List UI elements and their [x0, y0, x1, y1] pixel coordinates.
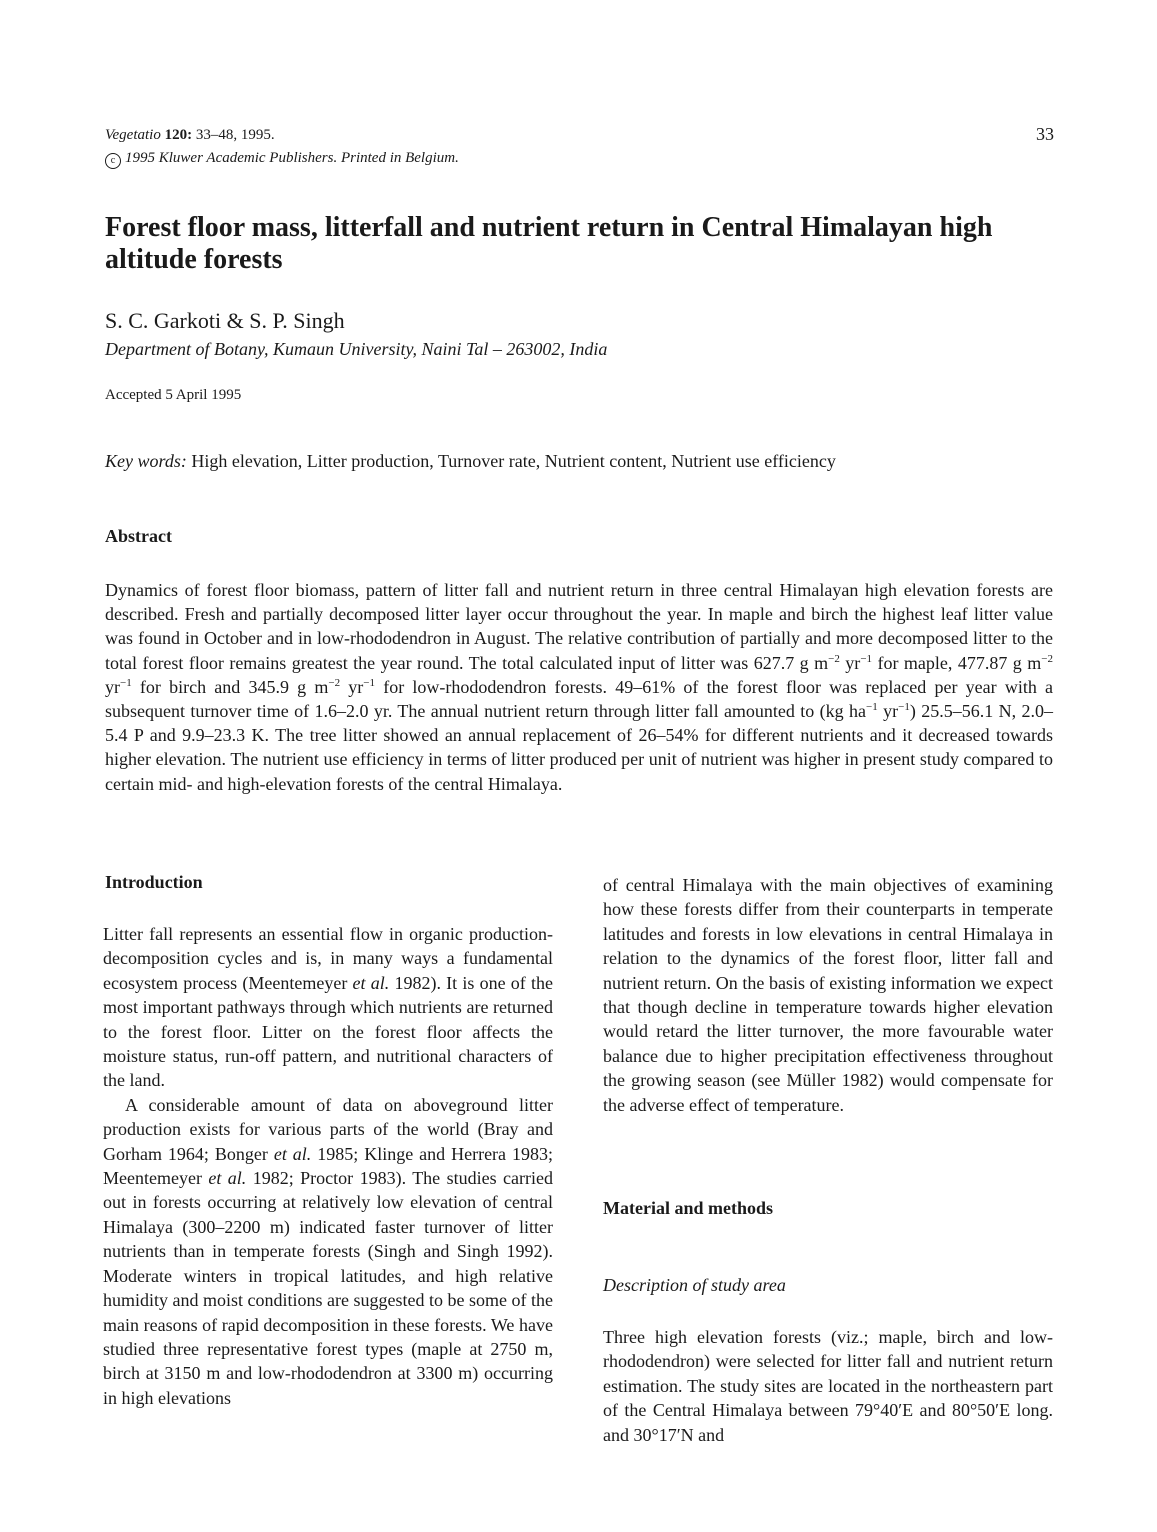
- introduction-left-column: [103, 922, 553, 1410]
- study-area-subheading: Description of study area: [603, 1275, 786, 1295]
- page-number: 33: [1036, 124, 1054, 144]
- intro-paragraph-2: A considerable amount of data on aboveground litter production exists for various parts of the world (Bray and Gorham 1964; Bonger et al. 1985; Klinge and Herrera 1983; Meentemeyer et al. 1982; Proctor 1983). The studies carried out in forests occurring at relatively low elevation of central Himalaya (300–2200 m) indicated faster turnover of litter nutrients than in temperate forests (Singh and Singh 1992). Moderate winters in tropical latitudes, and high relative humidity and moist conditions are suggested to be some of the main reasons of rapid decomposition in these forests. We have studied three representative forest types (maple at 2750 m, birch at 3150 m and low-rhododendron at 3300 m) occurring in high elevations: [103, 1094, 553, 1408]
- abstract-text: Dynamics of forest floor biomass, pattern of litter fall and nutrient return in three central Himalayan high elevation forests are described. Fresh and partially decomposed litter layer occur throughout the year. In maple and birch the highest leaf litter value was found in October and in low-rhododendron in August. The relative contribution of partially and more decomposed litter to the total forest floor remains greatest the year round. The total calculated input of litter was 627.7 g $m^{-2}$ $yr^{-1}$ for maple, 477.87 g $m^{-2}$ $yr^{-1}$ for birch and 345.9 g $m^{-2}$ $yr^{-1}$ for low-rhododendron forests. 49–61% of the forest floor was replaced per year with a subsequent turnover time of 1.6–2.0 yr. The annual nutrient return through litter fall amounted to (kg $ha^{-1}$ $yr^{-1}$) 25.5–56.1 N, 2.0–5.4 P and 9.9–23.3 K. The tree litter showed an annual replacement of 26–54% for different nutrients and it decreased towards higher elevation. The nutrient use efficiency in terms of litter produced per unit of nutrient was higher in present study compared to certain mid- and high-elevation forests of the central Himalaya.: [105, 580, 1054, 794]
- abstract-heading: Abstract: [105, 526, 172, 546]
- intro-paragraph-3: of central Himalaya with the main objectives of examining how these forests differ from their counterparts in temperate latitudes and forests in low elevations in central Himalaya in relation to the dynamics of the forest floor, litter fall and nutrient return. On the basis of existing information we expect that though decline in temperature towards higher elevation would retard the litter turnover, the more favourable water balance due to higher precipitation effectiveness throughout the growing season (see Müller 1982) would compensate for the adverse effect of temperature.: [603, 875, 1053, 1115]
- accepted-date: Accepted 5 April 1995: [105, 387, 242, 403]
- article-title: Forest floor mass, litterfall and nutrient return in Central Himalayan high altitude forests: [105, 212, 993, 275]
- copyright-text: 1995 Kluwer Academic Publishers. Printed in Belgium.: [125, 150, 459, 166]
- author-affiliation: Department of Botany, Kumaun University, Naini Tal – 263002, India: [105, 339, 608, 359]
- intro-paragraph-1: Litter fall represents an essential flow in organic production-decomposition cycles and is, in many ways a fundamental ecosystem process (Meentemeyer et al. 1982). It is one of the most important pathways through which nutrients are returned to the forest floor. Litter on the forest floor affects the moisture status, run-off pattern, and nutritional characters of the land.: [103, 924, 554, 1091]
- journal-name: Vegetatio: [105, 127, 161, 143]
- article-authors: S. C. Garkoti & S. P. Singh: [105, 308, 345, 333]
- keywords: [105, 451, 836, 472]
- keywords-list: High elevation, Litter production, Turnover rate, Nutrient content, Nutrient use efficiency: [191, 451, 836, 471]
- introduction-heading: Introduction: [105, 872, 203, 892]
- methods-heading: Material and methods: [603, 1198, 773, 1218]
- journal-volume: 120:: [164, 127, 193, 143]
- keywords-label: Key words:: [105, 451, 187, 471]
- journal-pages: 33–48, 1995.: [195, 127, 275, 143]
- methods-paragraph-1: Three high elevation forests (viz.; maple, birch and low-rhododendron) were selected for litter fall and nutrient return estimation. The study sites are located in the northeastern part of the Central Himalaya between 79°40′E and 80°50′E long. and 30°17′N and: [603, 1327, 1053, 1445]
- introduction-right-column: [603, 873, 1053, 1117]
- journal-citation: [105, 124, 459, 170]
- copyright-icon: c: [105, 153, 121, 169]
